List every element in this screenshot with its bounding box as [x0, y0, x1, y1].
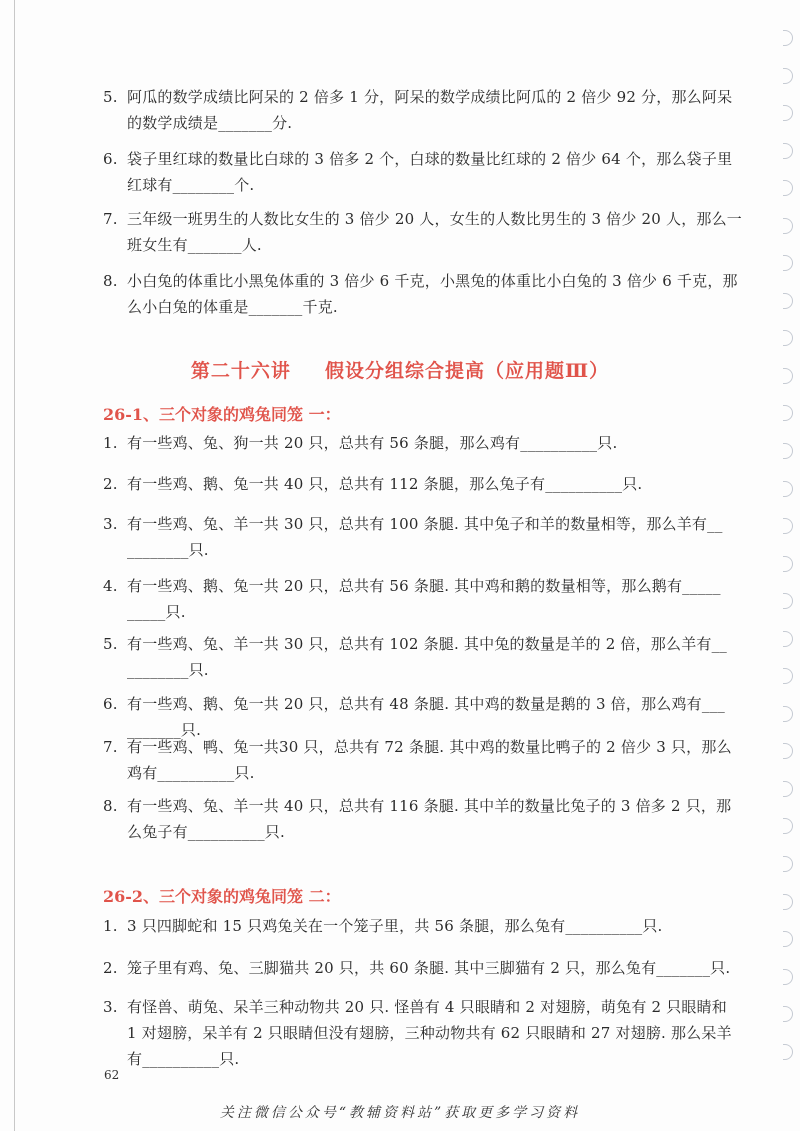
problem-number: 6.	[103, 150, 118, 168]
binding-ring	[783, 405, 793, 421]
problem-number: 1.	[103, 917, 118, 935]
problem-text-continued: ________只.	[127, 661, 209, 679]
problem-text: 3 只四脚蛇和 15 只鸡兔关在一个笼子里，共 56 条腿，那么兔有__________只.	[127, 917, 663, 935]
binding-ring	[783, 706, 793, 722]
problem-text-continued: 么小白兔的体重是_______千克.	[127, 298, 338, 316]
binding-ring	[783, 668, 793, 684]
problem-text: 有怪兽、萌兔、呆羊三种动物共 20 只. 怪兽有 4 只眼睛和 2 对翅膀，萌兔有 2 只眼睛和	[127, 998, 728, 1016]
problem-text-continued: ________只.	[127, 541, 209, 559]
problem-number: 2.	[103, 959, 118, 977]
problem-text-continued: _____只.	[127, 603, 186, 621]
subsection-heading-26-2: 26-2、三个对象的鸡兔同笼 二：	[103, 887, 341, 906]
problem-text-continued: 鸡有__________只.	[127, 764, 255, 782]
problem-number: 1.	[103, 434, 118, 452]
problem-text-continued: 红球有________个.	[127, 176, 255, 194]
binding-ring	[783, 330, 793, 346]
binding-ring	[783, 894, 793, 910]
problem-26-1-2	[103, 471, 743, 497]
problem-number: 2.	[103, 475, 118, 493]
problem-26-1-1	[103, 430, 743, 456]
subsection-heading-26-1: 26-1、三个对象的鸡兔同笼 一：	[103, 405, 341, 424]
problem-text: 有一些鸡、鹅、兔一共 20 只，总共有 56 条腿. 其中鸡和鹅的数量相等，那么鹅有_____	[127, 577, 721, 595]
problem-text: 有一些鸡、兔、羊一共 30 只，总共有 100 条腿. 其中兔子和羊的数量相等，那么羊有__	[127, 515, 723, 533]
binding-ring	[783, 818, 793, 834]
footer-note: 关注微信公众号“教辅资料站”获取更多学习资料	[219, 1105, 581, 1121]
page-number: 62	[104, 1068, 120, 1082]
problem-7	[103, 206, 743, 258]
problem-text: 有一些鸡、鸭、兔一共30 只，总共有 72 条腿. 其中鸡的数量比鸭子的 2 倍少 3 只，那么	[127, 738, 732, 756]
problem-text-continued: 1 对翅膀，呆羊有 2 只眼睛但没有翅膀，三种动物共有 62 只眼睛和 27 对翅膀. 那么呆羊	[127, 1024, 732, 1042]
binding-ring	[783, 781, 793, 797]
problem-number: 7.	[103, 738, 118, 756]
problem-6	[103, 146, 743, 198]
problem-text: 三年级一班男生的人数比女生的 3 倍少 20 人，女生的人数比男生的 3 倍少 20 人，那么一	[127, 210, 743, 228]
problem-text: 小白兔的体重比小黑兔体重的 3 倍少 6 千克，小黑兔的体重比小白兔的 3 倍少 6 千克，那	[127, 272, 738, 290]
problem-text: 阿瓜的数学成绩比阿呆的 2 倍多 1 分，阿呆的数学成绩比阿瓜的 2 倍少 92 分，那么阿呆	[127, 88, 733, 106]
problem-text-continued: 么兔子有__________只.	[127, 823, 285, 841]
problem-number: 3.	[103, 515, 118, 533]
problem-number: 6.	[103, 695, 118, 713]
problem-text-continued: _______只.	[127, 721, 202, 739]
problem-text-continued: 有__________只.	[127, 1050, 240, 1068]
binding-ring	[783, 68, 793, 84]
problem-5	[103, 84, 743, 136]
problem-number: 8.	[103, 797, 118, 815]
problem-text: 有一些鸡、鹅、兔一共 40 只，总共有 112 条腿，那么兔子有__________只.	[127, 475, 643, 493]
problem-number: 8.	[103, 272, 118, 290]
binding-ring	[783, 293, 793, 309]
page-left-edge	[14, 0, 15, 1131]
problem-text: 袋子里红球的数量比白球的 3 倍多 2 个，白球的数量比红球的 2 倍少 64 个，那么袋子里	[127, 150, 733, 168]
problem-text-continued: 的数学成绩是_______分.	[127, 114, 293, 132]
binding-ring	[783, 30, 793, 46]
binding-ring	[783, 481, 793, 497]
binding-ring	[783, 931, 793, 947]
problem-26-1-7	[103, 734, 743, 786]
problem-text: 有一些鸡、鹅、兔一共 20 只，总共有 48 条腿. 其中鸡的数量是鹅的 3 倍，那么鸡有___	[127, 695, 725, 713]
section-title	[0, 356, 800, 383]
problem-text: 有一些鸡、兔、羊一共 30 只，总共有 102 条腿. 其中兔的数量是羊的 2 倍，那么羊有__	[127, 635, 728, 653]
binding-ring	[783, 255, 793, 271]
problem-number: 3.	[103, 998, 118, 1016]
lecture-topic: 假设分组综合提高（应用题Ⅲ）	[324, 360, 610, 382]
binding-ring	[783, 593, 793, 609]
binding-ring	[783, 218, 793, 234]
binding-ring	[783, 143, 793, 159]
lecture-number: 第二十六讲	[190, 360, 291, 382]
problem-26-1-8	[103, 793, 743, 845]
binding-ring	[783, 743, 793, 759]
binding-ring	[783, 105, 793, 121]
binding-ring	[783, 631, 793, 647]
spiral-binding	[778, 30, 798, 1060]
binding-ring	[783, 1006, 793, 1022]
binding-ring	[783, 856, 793, 872]
problem-text: 有一些鸡、兔、狗一共 20 只，总共有 56 条腿，那么鸡有__________只.	[127, 434, 618, 452]
binding-ring	[783, 556, 793, 572]
problem-number: 4.	[103, 577, 118, 595]
binding-ring	[783, 443, 793, 459]
problem-8	[103, 268, 743, 320]
binding-ring	[783, 518, 793, 534]
problem-26-1-4	[103, 573, 743, 625]
problem-26-2-3	[103, 994, 743, 1072]
binding-ring	[783, 969, 793, 985]
binding-ring	[783, 1044, 793, 1060]
problem-text: 有一些鸡、兔、羊一共 40 只，总共有 116 条腿. 其中羊的数量比兔子的 3 倍多 2 只，那	[127, 797, 732, 815]
problem-26-1-5	[103, 631, 743, 683]
problem-26-2-2	[103, 955, 743, 981]
binding-ring	[783, 180, 793, 196]
problem-number: 5.	[103, 635, 118, 653]
problem-text: 笼子里有鸡、兔、三脚猫共 20 只，共 60 条腿. 其中三脚猫有 2 只，那么兔有_______只.	[127, 959, 731, 977]
problem-number: 7.	[103, 210, 118, 228]
problem-26-2-1	[103, 913, 743, 939]
problem-26-1-3	[103, 511, 743, 563]
problem-number: 5.	[103, 88, 118, 106]
problem-text-continued: 班女生有_______人.	[127, 236, 262, 254]
